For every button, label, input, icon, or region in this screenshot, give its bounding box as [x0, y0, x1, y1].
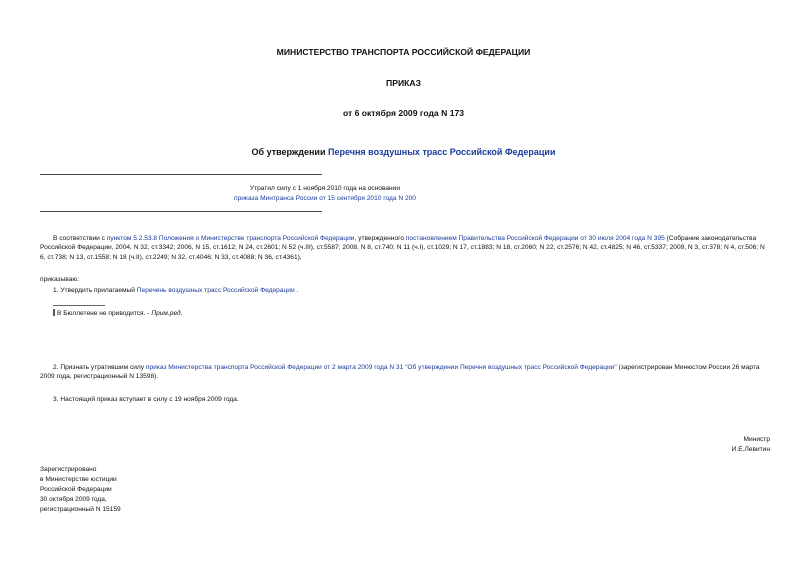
item1-tail: .: [294, 287, 299, 294]
item2-tail: (зарегистрирован Минюстом России 26 марта 2009 года, регистрационный N 13598).: [40, 364, 760, 381]
divider-bottom: [40, 211, 322, 212]
preamble-text-1: В соответствии с: [53, 235, 107, 242]
order-word: приказываю:: [40, 276, 80, 283]
footnote-divider: [53, 305, 105, 306]
document-date-number: от 6 октября 2009 года N 173: [342, 108, 465, 118]
signature-block: [732, 435, 770, 455]
registration-line-1: Зарегистрировано: [40, 466, 97, 473]
registration-line-3: Российской Федерации: [40, 486, 112, 494]
preamble-link-resolution[interactable]: постановлением Правительства Российской Федерации от 30 июля 2004 года N 395: [405, 235, 665, 242]
preamble-link-regulation[interactable]: пунктом 5.2.53.8 Положения о Министерстве транспорта Российской Федерации: [106, 235, 355, 242]
status-note-text: Утратил силу с 1 ноября 2010 года на основании: [249, 185, 401, 192]
document-type: ПРИКАЗ: [386, 78, 421, 88]
signature-name: И.Е.Левитин: [731, 446, 770, 454]
preamble-text-2: , утвержденного: [354, 235, 406, 242]
order-item-1: [53, 286, 753, 295]
preamble-paragraph: [40, 234, 772, 262]
status-note-link[interactable]: приказа Минтранса России от 15 сентября 2010 года N 200: [234, 195, 416, 203]
order-item-2: [40, 363, 772, 382]
preamble-text-3: (Собрание законодательства Российской Федерации, 2004, N 32, ст.3342; 2006, N 15, ст.1612; N 24, ст.2601; N 52 (ч.III), ст.5587; 2008, N 8, ст.740; N 11 (ч.I), ст.1029; N 17, ст.1883; N 18, ст.2060; N 22, ст.2576; N 42, ст.4825; N 46, ст.5337; 2009, N 3, ст.378; N 4, ст.506; N 6, ст.738; N 13, ст.1558; N 18 (ч.II), ст.2249; N 32, ст.4046; N 33, ст.4088; N 36, ст.4361),: [40, 235, 765, 261]
item2-text: 2. Признать утратившим силу: [53, 364, 146, 371]
item1-text: 1. Утвердить прилагаемый: [53, 287, 137, 294]
divider-top: [40, 174, 322, 175]
footnote-text: В Бюллетене не приводится. -: [57, 310, 152, 317]
title-prefix: Об утверждении: [251, 147, 328, 157]
footnote-italic: Прим.ред.: [151, 310, 183, 317]
signature-position: Министр: [743, 436, 770, 443]
registration-line-2: в Министерстве юстиции: [40, 476, 117, 484]
item1-link[interactable]: Перечень воздушных трасс Российской Федерации: [136, 287, 295, 294]
registration-line-5: регистрационный N 15159: [40, 506, 121, 514]
footnote: [53, 309, 453, 318]
footnote-marker-icon: [53, 309, 55, 316]
status-note: [160, 184, 490, 204]
title-link[interactable]: Перечня воздушных трасс Российской Федерации: [328, 147, 556, 157]
registration-block: [40, 465, 121, 515]
item2-link[interactable]: приказ Министерства транспорта Российской Федерации от 2 марта 2009 года N 31 "Об утверждении Перечня воздушных трасс Российской Федерации": [145, 364, 617, 371]
ministry-heading: МИНИСТЕРСТВО ТРАНСПОРТА РОССИЙСКОЙ ФЕДЕРАЦИИ: [276, 47, 531, 57]
registration-line-4: 30 октября 2009 года,: [40, 496, 107, 504]
order-item-3: 3. Настоящий приказ вступает в силу с 19 ноября 2009 года.: [53, 396, 239, 403]
document-title: [0, 147, 807, 157]
